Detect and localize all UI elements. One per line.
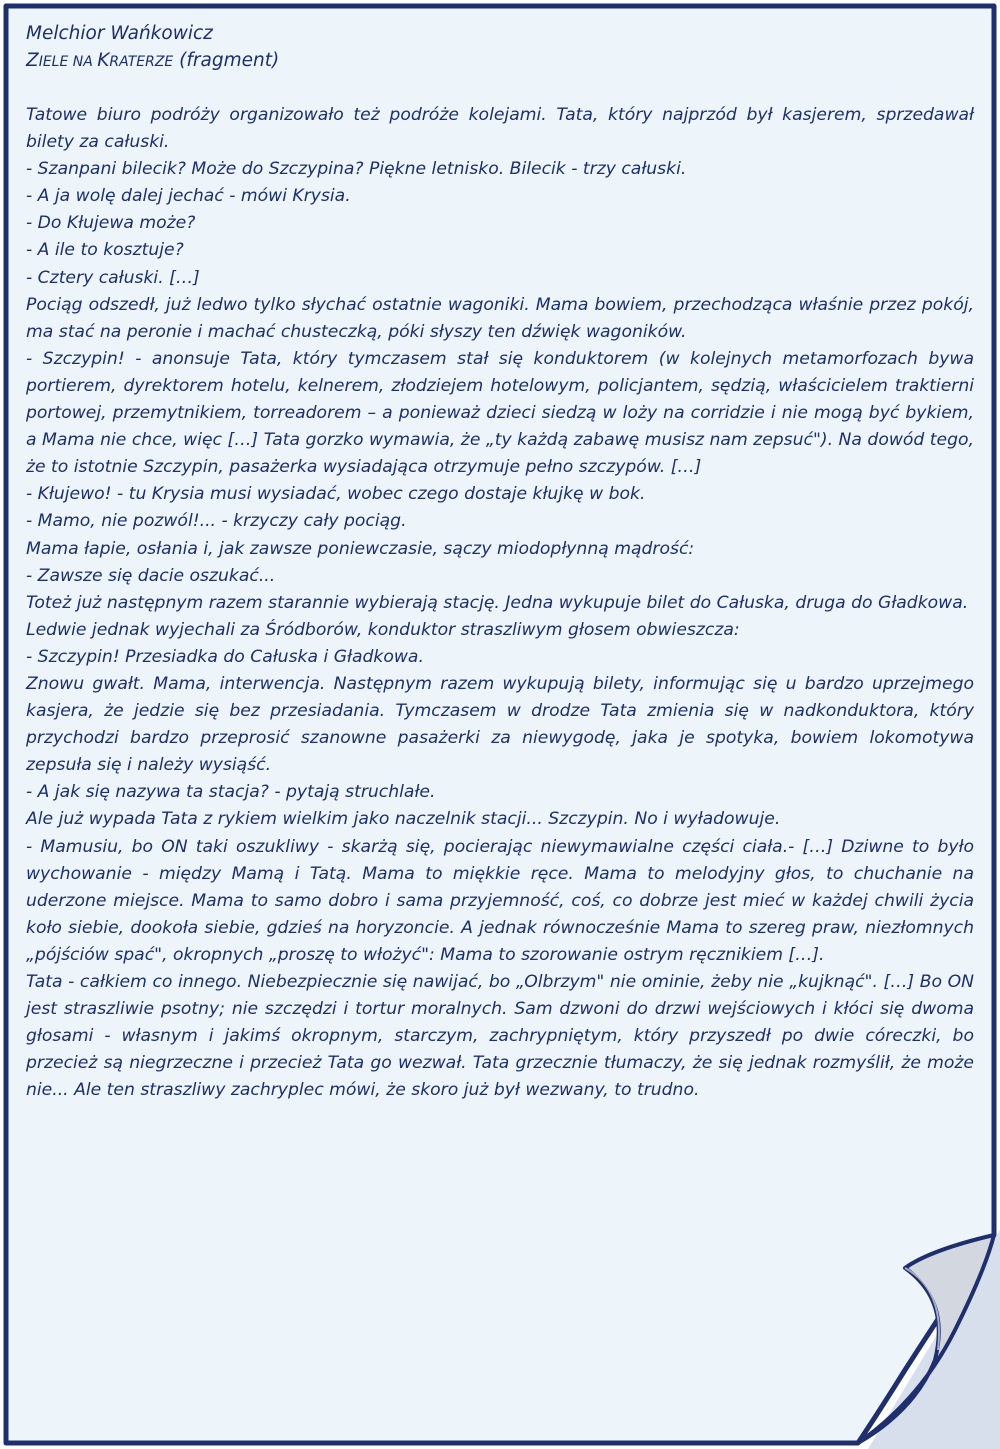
paragraph: - Cztery całuski. […] (26, 267, 200, 288)
title-initial-2: K (97, 50, 110, 71)
title-initial: Z (26, 50, 39, 71)
title-suffix: (fragment) (173, 50, 280, 71)
paragraph: - Zawsze się dacie oszukać... (26, 565, 276, 586)
paragraph: - Szczypin! Przesiadka do Całuska i Gładkowa. (26, 646, 424, 667)
paragraph: - Szanpani bilecik? Może do Szczypina? Piękne letnisko. Bilecik - trzy całuski. (26, 159, 687, 180)
paragraph: Pociąg odszedł, już ledwo tylko słychać ostatnie wagoniki. Mama bowiem, przechodząca właśnie przez pokój, ma stać na peronie i machać chusteczką, póki słyszy ten dźwięk wagoników. (26, 294, 974, 342)
body-text (26, 102, 974, 1104)
paragraph: Znowu gwałt. Mama, interwencja. Następnym razem wykupują bilety, informując się u bardzo uprzejmego kasjera, że jedzie się bez przesiadania. Tymczasem w drodze Tata zmienia się w nadkonduktora, który przychodzi bardzo przeprosić szanowne pasażerki za niewygodę, jaka je spotyka, bowiem lokomotywa zepsuła się i należy wysiąść. (26, 673, 974, 776)
paragraph: Tatowe biuro podróży organizowało też podróże kolejami. Tata, który najprzód był kasjerem, sprzedawał bilety za całuski. (26, 105, 974, 153)
paragraph: - Do Kłujewa może? (26, 213, 196, 234)
work-title (26, 47, 974, 76)
paragraph: - Szczypin! - anonsuje Tata, który tymczasem stał się konduktorem (w kolejnych metamorfozach bywa portierem, dyrektorem hotelu, kelnerem, złodziejem hotelowym, policjantem, sędzią, właścicielem traktierni portowej, przemytnikiem, torreadorem – a ponieważ dzieci siedzą w loży na corridzie i nie mogą być bykiem, a Mama nie chce, więc […] Tata gorzko wymawia, że „ty każdą zabawę musisz nam zepsuć"). Na dowód tego, że to istotnie Szczypin, pasażerka wysiadająca otrzymuje pełno szczypów. […] (26, 348, 974, 478)
title-part-1: IELE NA (38, 54, 98, 70)
paragraph: - A ja wolę dalej jechać - mówi Krysia. (26, 186, 351, 207)
paragraph: - Kłujewo! - tu Krysia musi wysiadać, wobec czego dostaje kłujkę w bok. (26, 484, 646, 505)
document-text (26, 20, 974, 1104)
paragraph: Ledwie jednak wyjechali za Śródborów, konduktor straszliwym głosem obwieszcza: (26, 619, 740, 640)
title-part-2: RATERZE (109, 54, 174, 70)
paragraph: - A jak się nazywa ta stacja? - pytają struchlałe. (26, 782, 436, 803)
paragraph: Toteż już następnym razem starannie wybierają stację. Jedna wykupuje bilet do Całuska, druga do Gładkowa. (26, 592, 969, 613)
paragraph: Tata - całkiem co innego. Niebezpiecznie się nawijać, bo „Olbrzym" nie ominie, żeby nie „kujknąć". […] Bo ON jest straszliwie psotny; nie szczędzi i tortur moralnych. Sam dzwoni do drzwi wejściowych i kłóci się dwoma głosami - własnym i jakimś okropnym, starczym, zachrypniętym, który przyszedł po dwie córeczki, bo przecież są niegrzeczne i przecież Tata go wezwał. Tata grzecznie tłumaczy, że się jednak rozmyślił, że może nie... Ale ten straszliwy zachryplec mówi, że skoro już był wezwany, to trudno. (26, 972, 974, 1101)
author-name: Melchior Wańkowicz (26, 23, 213, 44)
paragraph: - A ile to kosztuje? (26, 240, 184, 261)
paragraph: - Mamo, nie pozwól!... - krzyczy cały pociąg. (26, 511, 407, 532)
paragraph: Mama łapie, osłania i, jak zawsze poniewczasie, sączy miodopłynną mądrość: (26, 538, 695, 559)
paragraph: Ale już wypada Tata z rykiem wielkim jako naczelnik stacji... Szczypin. No i wyładowuje. (26, 809, 781, 830)
paragraph: - Mamusiu, bo ON taki oszukliwy - skarżą się, pocierając niewymawialne części ciała.- […] Dziwne to było wychowanie - między Mamą i Tatą. Mama to miękkie ręce. Mama to melodyjny głos, to chuchanie na uderzone miejsce. Mama to samo dobro i sama przyjemność, coś, co dobrze jest mieć w każdej chwili życia koło siebie, dookoła siebie, gdzieś na horyzoncie. A jednak równocześnie Mama to szereg praw, niezłomnych „pójściów spać", okropnych „proszę to włożyć": Mama to szorowanie ostrym ręcznikiem […]. (26, 836, 974, 965)
